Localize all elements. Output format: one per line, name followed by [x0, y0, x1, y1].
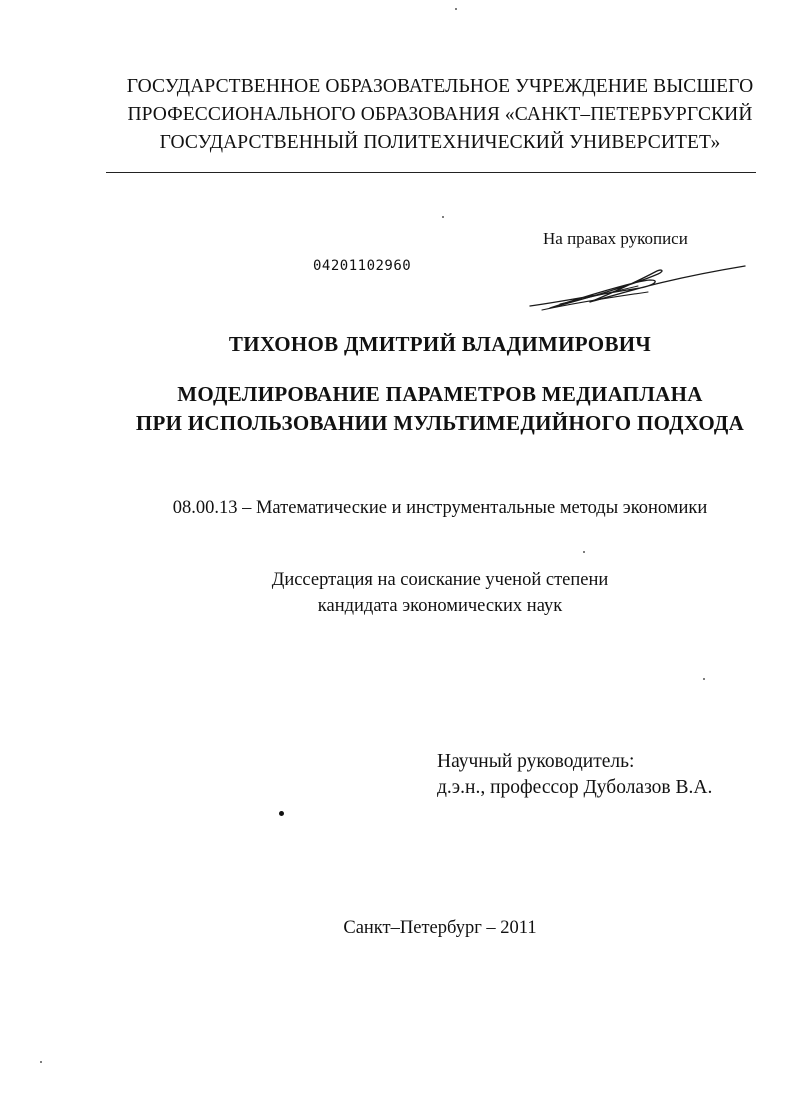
supervisor-block [437, 749, 712, 801]
scan-speck [40, 1061, 42, 1063]
institution-header [0, 73, 799, 157]
stamp-number: 04201102960 [313, 258, 412, 274]
manuscript-note: На правах рукописи [543, 229, 688, 248]
specialty-code: 08.00.13 – Математические и инструментальные методы экономики [172, 498, 708, 518]
author-name: ТИХОНОВ ДМИТРИЙ ВЛАДИМИРОВИЧ [228, 332, 652, 356]
title-line-1: МОДЕЛИРОВАНИЕ ПАРАМЕТРОВ МЕДИАПЛАНА [177, 382, 703, 406]
supervisor-name: д.э.н., профессор Дуболазов В.А. [437, 777, 713, 798]
institution-line-2: ПРОФЕССИОНАЛЬНОГО ОБРАЗОВАНИЯ «САНКТ–ПЕТЕРБУРГСКИЙ [127, 104, 753, 125]
title-line-2: ПРИ ИСПОЛЬЗОВАНИИ МУЛЬТИМЕДИЙНОГО ПОДХОДА [135, 411, 745, 435]
scan-speck [455, 8, 457, 10]
signature-icon [520, 258, 750, 318]
scan-speck [703, 678, 705, 680]
header-divider [106, 172, 756, 173]
institution-line-1: ГОСУДАРСТВЕННОЕ ОБРАЗОВАТЕЛЬНОЕ УЧРЕЖДЕНИЕ ВЫСШЕГО [126, 76, 754, 97]
supervisor-label: Научный руководитель: [437, 751, 635, 772]
degree-line-1: Диссертация на соискание ученой степени [271, 570, 609, 590]
degree-statement [0, 567, 799, 619]
scan-speck [442, 216, 444, 218]
scan-speck [583, 551, 585, 553]
degree-line-2: кандидата экономических наук [317, 596, 563, 616]
institution-line-3: ГОСУДАРСТВЕННЫЙ ПОЛИТЕХНИЧЕСКИЙ УНИВЕРСИТЕТ» [159, 132, 721, 153]
scan-dot [279, 811, 284, 816]
dissertation-title [0, 380, 799, 438]
city-year: Санкт–Петербург – 2011 [343, 918, 537, 938]
